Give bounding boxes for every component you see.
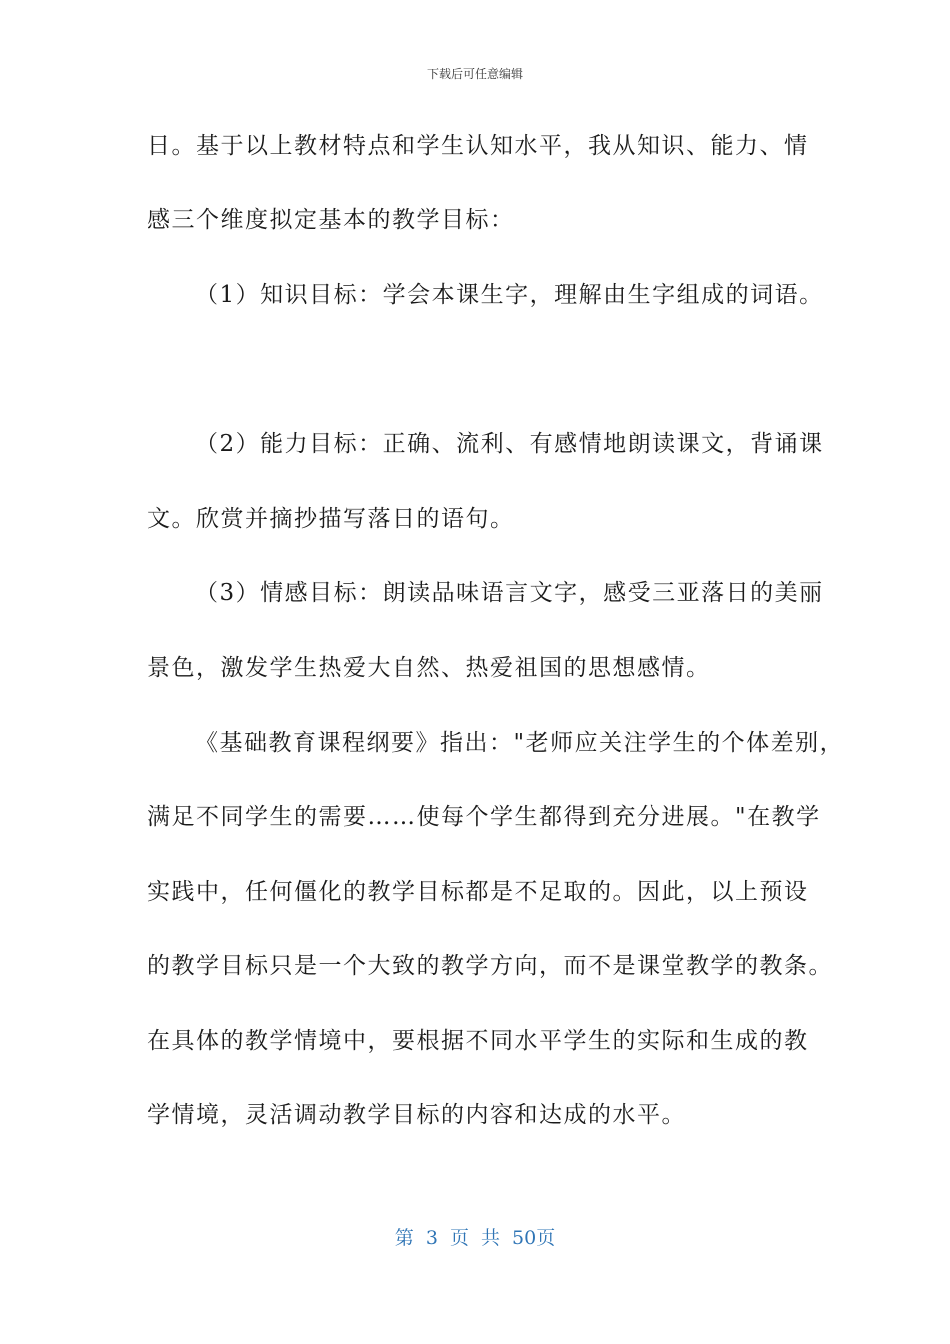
body-line-12: 在具体的教学情境中，要根据不同水平学生的实际和生成的教 [147, 1028, 809, 1054]
body-line-9: 满足不同学生的需要……使每个学生都得到充分进展。"在教学 [147, 804, 821, 830]
objective-emotion: （3）情感目标：朗读品味语言文字，感受三亚落日的美丽 [195, 580, 824, 606]
page-number: 第 3 页 共 50页 [394, 1227, 556, 1249]
body-line-2: 感三个维度拟定基本的教学目标： [147, 207, 515, 233]
body-line-5: 文。欣赏并摘抄描写落日的语句。 [147, 506, 515, 532]
body-line-13: 学情境，灵活调动教学目标的内容和达成的水平。 [147, 1102, 686, 1128]
header-note: 下载后可任意编辑 [426, 67, 523, 81]
body-line-1: 日。基于以上教材特点和学生认知水平，我从知识、能力、情 [147, 133, 809, 159]
body-line-11: 的教学目标只是一个大致的教学方向，而不是课堂教学的教条。 [147, 953, 833, 979]
objective-knowledge: （1）知识目标：学会本课生字，理解由生字组成的词语。 [195, 282, 824, 308]
body-line-10: 实践中，任何僵化的教学目标都是不足取的。因此，以上预设 [147, 879, 809, 905]
curriculum-quote: 《基础教育课程纲要》指出："老师应关注学生的个体差别， [195, 730, 845, 756]
objective-ability: （2）能力目标：正确、流利、有感情地朗读课文，背诵课 [195, 431, 824, 457]
body-line-7: 景色，激发学生热爱大自然、热爱祖国的思想感情。 [147, 655, 711, 681]
